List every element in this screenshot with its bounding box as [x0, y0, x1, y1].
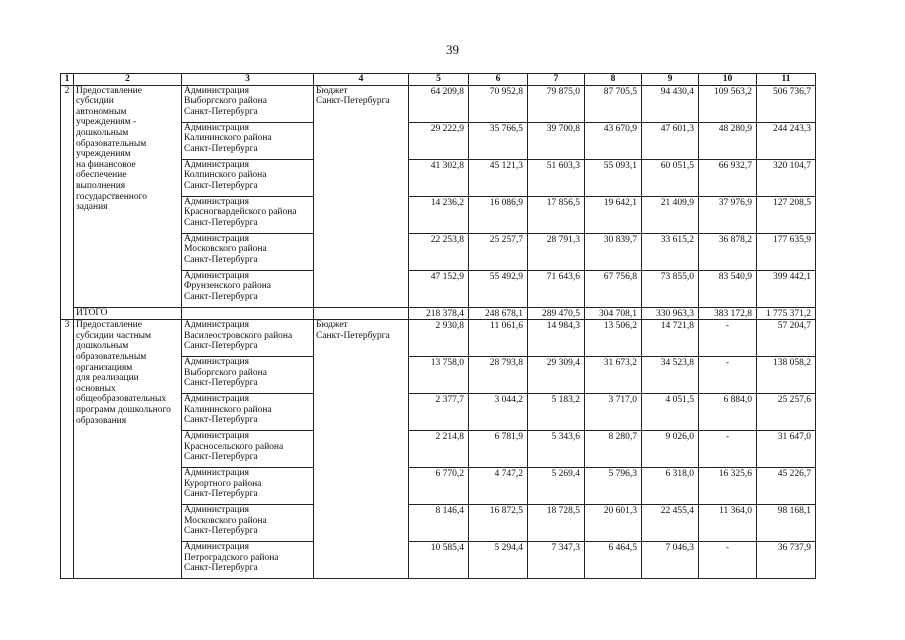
value-cell: 2 377,7 — [409, 394, 469, 431]
value-cell: 14 721,8 — [642, 320, 699, 357]
administration-name-line: Московского района — [184, 244, 267, 255]
column-number-4: 4 — [314, 74, 409, 86]
value-cell: 22 253,8 — [409, 233, 469, 270]
value-cell: 29 222,9 — [409, 122, 469, 159]
administration-name-line: Санкт-Петербурга — [184, 563, 258, 574]
value-cell: 177 635,9 — [757, 233, 816, 270]
value-cell: 127 208,5 — [757, 196, 816, 233]
program-description-line: государственного — [76, 191, 148, 202]
value-cell: 7 347,3 — [528, 542, 585, 579]
administration-name-line: Санкт-Петербурга — [184, 341, 258, 352]
value-cell: - — [699, 431, 757, 468]
administration-name-line: Санкт-Петербурга — [184, 452, 258, 463]
administration-name-line: Администрация — [184, 320, 249, 331]
value-cell: - — [699, 320, 757, 357]
column-number-8: 8 — [585, 74, 642, 86]
value-cell: 3 044,2 — [469, 394, 528, 431]
column-number-10: 10 — [699, 74, 757, 86]
value-cell: 11 061,6 — [469, 320, 528, 357]
funding-source — [314, 85, 409, 307]
administration-name-line: Фрунзенского района — [184, 281, 272, 292]
program-description-line: выполнения — [76, 180, 126, 191]
program-description-line: дошкольным — [76, 341, 129, 352]
value-cell: 8 280,7 — [585, 431, 642, 468]
value-cell: 20 601,3 — [585, 505, 642, 542]
value-cell: - — [699, 357, 757, 394]
value-cell: 45 121,3 — [469, 159, 528, 196]
program-description-line: обеспечение — [76, 170, 127, 181]
value-cell: 2 930,8 — [409, 320, 469, 357]
administration-name-line: Администрация — [184, 159, 249, 170]
value-cell: 31 673,2 — [585, 357, 642, 394]
value-cell: 29 309,4 — [528, 357, 585, 394]
value-cell: 79 875,0 — [528, 85, 585, 122]
funding-source-line: Санкт-Петербурга — [316, 96, 390, 107]
value-cell: 109 563,2 — [699, 85, 757, 122]
value-cell: 21 409,9 — [642, 196, 699, 233]
total-row — [61, 307, 816, 320]
page-number: 39 — [446, 42, 459, 57]
table-body — [61, 74, 816, 579]
value-cell: 14 236,2 — [409, 196, 469, 233]
value-cell: 5 796,3 — [585, 468, 642, 505]
value-cell: 64 209,8 — [409, 85, 469, 122]
administration-name — [182, 505, 314, 542]
program-description-line: субсидии частным — [76, 330, 152, 341]
value-cell: 17 856,5 — [528, 196, 585, 233]
administration-name — [182, 159, 314, 196]
program-description-line: Предоставление — [76, 320, 142, 331]
column-number-7: 7 — [528, 74, 585, 86]
value-cell: 244 243,3 — [757, 122, 816, 159]
program-description-line: задания — [76, 202, 108, 213]
administration-name — [182, 542, 314, 579]
administration-name — [182, 85, 314, 122]
value-cell: 16 086,9 — [469, 196, 528, 233]
program-description-line: организациям — [76, 362, 133, 373]
value-cell: 4 747,2 — [469, 468, 528, 505]
administration-name-line: Санкт-Петербурга — [184, 291, 258, 302]
value-cell: 506 736,7 — [757, 85, 816, 122]
administration-name-line: Выборгского района — [184, 96, 267, 107]
administration-name-line: Красногвардейского района — [184, 207, 297, 218]
administration-name-line: Василеостровского района — [184, 330, 293, 341]
value-cell: 13 506,2 — [585, 320, 642, 357]
value-cell: 4 051,5 — [642, 394, 699, 431]
funding-source — [314, 320, 409, 579]
total-source-empty — [314, 307, 409, 320]
administration-name — [182, 233, 314, 270]
administration-name-line: Администрация — [184, 122, 249, 133]
value-cell: 71 643,6 — [528, 270, 585, 307]
value-cell: 43 670,9 — [585, 122, 642, 159]
value-cell: - — [699, 542, 757, 579]
value-cell: 9 026,0 — [642, 431, 699, 468]
administration-name — [182, 196, 314, 233]
administration-name-line: Санкт-Петербурга — [184, 217, 258, 228]
administration-name-line: Санкт-Петербурга — [184, 378, 258, 389]
value-cell: 6 770,2 — [409, 468, 469, 505]
program-description-line: учреждениям - — [76, 117, 137, 128]
value-cell: 87 705,5 — [585, 85, 642, 122]
administration-name — [182, 357, 314, 394]
value-cell: 5 343,6 — [528, 431, 585, 468]
program-description-line: образования — [76, 415, 127, 426]
administration-name-line: Санкт-Петербурга — [184, 489, 258, 500]
value-cell: 8 146,4 — [409, 505, 469, 542]
value-cell: 51 603,3 — [528, 159, 585, 196]
row-number: 2 — [61, 85, 74, 320]
program-description-line: на финансовое — [76, 159, 136, 170]
total-value-cell: 248 678,1 — [469, 307, 528, 320]
administration-name-line: Администрация — [184, 431, 249, 442]
value-cell: 45 226,7 — [757, 468, 816, 505]
value-cell: 34 523,8 — [642, 357, 699, 394]
program-description-line: образовательным — [76, 351, 147, 362]
administration-name-line: Петроградского района — [184, 552, 279, 563]
total-value-cell: 218 378,4 — [409, 307, 469, 320]
value-cell: 60 051,5 — [642, 159, 699, 196]
table-row — [61, 320, 816, 357]
value-cell: 83 540,9 — [699, 270, 757, 307]
value-cell: 28 791,3 — [528, 233, 585, 270]
value-cell: 36 737,9 — [757, 542, 816, 579]
total-value-cell: 289 470,5 — [528, 307, 585, 320]
value-cell: 16 872,5 — [469, 505, 528, 542]
value-cell: 28 793,8 — [469, 357, 528, 394]
value-cell: 66 932,7 — [699, 159, 757, 196]
administration-name-line: Санкт-Петербурга — [184, 254, 258, 265]
value-cell: 98 168,1 — [757, 505, 816, 542]
program-description-line: программ дошкольного — [76, 404, 171, 415]
value-cell: 19 642,1 — [585, 196, 642, 233]
program-description-line: учреждениям — [76, 149, 131, 160]
value-cell: 2 214,8 — [409, 431, 469, 468]
value-cell: 25 257,7 — [469, 233, 528, 270]
value-cell: 30 839,7 — [585, 233, 642, 270]
value-cell: 57 204,7 — [757, 320, 816, 357]
administration-name — [182, 468, 314, 505]
value-cell: 6 464,5 — [585, 542, 642, 579]
value-cell: 67 756,8 — [585, 270, 642, 307]
value-cell: 11 364,0 — [699, 505, 757, 542]
administration-name — [182, 320, 314, 357]
table-row — [61, 85, 816, 122]
program-description-line: автономным — [76, 106, 127, 117]
administration-name-line: Колпинского района — [184, 170, 267, 181]
administration-name-line: Администрация — [184, 233, 249, 244]
value-cell: 39 700,8 — [528, 122, 585, 159]
program-description-line: для реализации — [76, 373, 139, 384]
value-cell: 70 952,8 — [469, 85, 528, 122]
row-number: 3 — [61, 320, 74, 579]
administration-name-line: Администрация — [184, 505, 249, 516]
administration-name-line: Администрация — [184, 542, 249, 553]
administration-name — [182, 431, 314, 468]
total-value-cell: 304 708,1 — [585, 307, 642, 320]
administration-name-line: Санкт-Петербурга — [184, 106, 258, 117]
table-header-row — [61, 74, 816, 86]
administration-name — [182, 394, 314, 431]
total-value-cell: 383 172,8 — [699, 307, 757, 320]
value-cell: 7 046,3 — [642, 542, 699, 579]
value-cell: 55 093,1 — [585, 159, 642, 196]
administration-name-line: Санкт-Петербурга — [184, 526, 258, 537]
value-cell: 73 855,0 — [642, 270, 699, 307]
value-cell: 10 585,4 — [409, 542, 469, 579]
administration-name-line: Курортного района — [184, 478, 262, 489]
administration-name-line: Санкт-Петербурга — [184, 180, 258, 191]
administration-name-line: Калининского района — [184, 133, 272, 144]
value-cell: 3 717,0 — [585, 394, 642, 431]
column-number-11: 11 — [757, 74, 816, 86]
value-cell: 41 302,8 — [409, 159, 469, 196]
value-cell: 6 318,0 — [642, 468, 699, 505]
administration-name-line: Администрация — [184, 270, 249, 281]
administration-name-line: Красносельского района — [184, 441, 284, 452]
program-description-line: основных — [76, 383, 116, 394]
administration-name-line: Санкт-Петербурга — [184, 143, 258, 154]
column-number-6: 6 — [469, 74, 528, 86]
value-cell: 25 257,6 — [757, 394, 816, 431]
value-cell: 6 884,0 — [699, 394, 757, 431]
total-value-cell: 330 963,3 — [642, 307, 699, 320]
funding-source-line: Бюджет — [316, 320, 348, 331]
value-cell: 47 601,3 — [642, 122, 699, 159]
program-description-line: образовательным — [76, 138, 147, 149]
value-cell: 33 615,2 — [642, 233, 699, 270]
funding-source-line: Санкт-Петербурга — [316, 330, 390, 341]
value-cell: 399 442,1 — [757, 270, 816, 307]
program-description-line: Предоставление — [76, 85, 142, 96]
value-cell: 5 269,4 — [528, 468, 585, 505]
value-cell: 320 104,7 — [757, 159, 816, 196]
total-admin-empty — [182, 307, 314, 320]
funding-source-line: Бюджет — [316, 85, 348, 96]
value-cell: 16 325,6 — [699, 468, 757, 505]
administration-name-line: Администрация — [184, 196, 249, 207]
value-cell: 55 492,9 — [469, 270, 528, 307]
program-description-line: субсидии — [76, 96, 114, 107]
administration-name — [182, 122, 314, 159]
total-value-cell: 1 775 371,2 — [757, 307, 816, 320]
value-cell: 47 152,9 — [409, 270, 469, 307]
column-number-3: 3 — [182, 74, 314, 86]
value-cell: 37 976,9 — [699, 196, 757, 233]
program-description-line: общеобразовательных — [76, 394, 167, 405]
administration-name-line: Администрация — [184, 85, 249, 96]
administration-name-line: Выборгского района — [184, 367, 267, 378]
column-number-2: 2 — [74, 74, 182, 86]
value-cell: 5 183,2 — [528, 394, 585, 431]
administration-name — [182, 270, 314, 307]
budget-table — [60, 73, 816, 579]
value-cell: 22 455,4 — [642, 505, 699, 542]
column-number-5: 5 — [409, 74, 469, 86]
program-description — [74, 320, 182, 579]
administration-name-line: Администрация — [184, 394, 249, 405]
value-cell: 13 758,0 — [409, 357, 469, 394]
program-description-line: дошкольным — [76, 127, 129, 138]
total-label: ИТОГО — [74, 307, 182, 320]
administration-name-line: Санкт-Петербурга — [184, 415, 258, 426]
value-cell: 31 647,0 — [757, 431, 816, 468]
value-cell: 6 781,9 — [469, 431, 528, 468]
administration-name-line: Администрация — [184, 468, 249, 479]
value-cell: 36 878,2 — [699, 233, 757, 270]
value-cell: 18 728,5 — [528, 505, 585, 542]
administration-name-line: Администрация — [184, 357, 249, 368]
column-number-9: 9 — [642, 74, 699, 86]
value-cell: 138 058,2 — [757, 357, 816, 394]
column-number-1: 1 — [61, 74, 74, 86]
value-cell: 94 430,4 — [642, 85, 699, 122]
program-description — [74, 85, 182, 307]
administration-name-line: Калининского района — [184, 404, 272, 415]
value-cell: 14 984,3 — [528, 320, 585, 357]
administration-name-line: Московского района — [184, 515, 267, 526]
value-cell: 5 294,4 — [469, 542, 528, 579]
value-cell: 35 766,5 — [469, 122, 528, 159]
value-cell: 48 280,9 — [699, 122, 757, 159]
